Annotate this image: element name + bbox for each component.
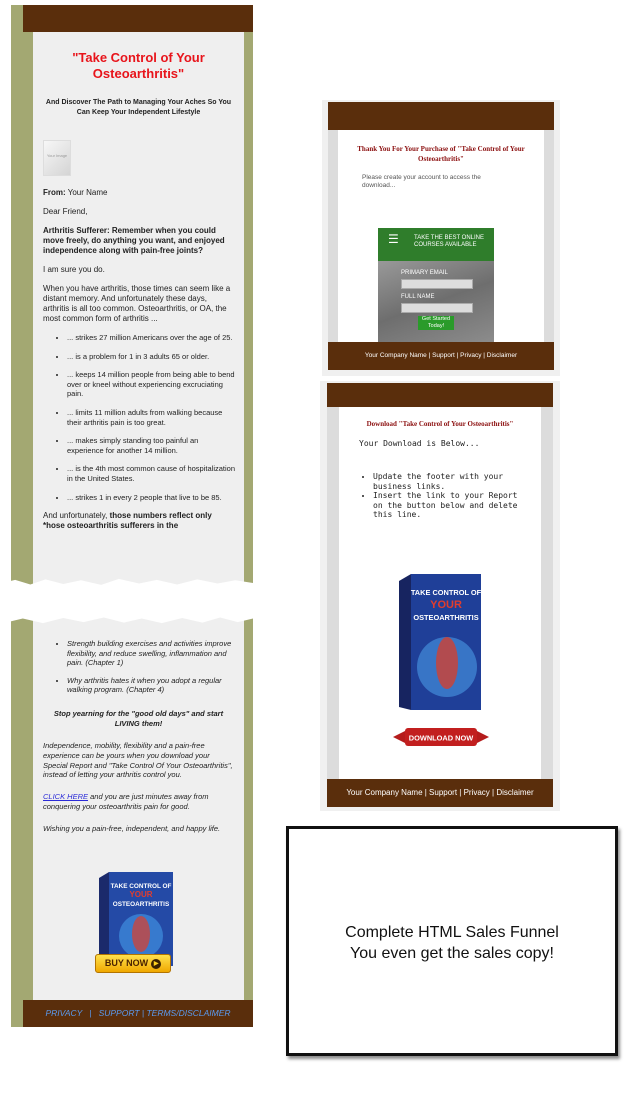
get-started-button[interactable]: Get Started Today! xyxy=(418,316,454,330)
sales-lower-section xyxy=(33,630,244,834)
course-banner-text: TAKE THE BEST ONLINE COURSES AVAILABLE xyxy=(414,235,485,248)
download-now-label: DOWNLOAD NOW xyxy=(408,733,474,743)
list-item: • ... limits 11 million adults from walking because their arthritis pain is too great. xyxy=(67,408,236,427)
play-arrow-icon: ▶ xyxy=(151,959,161,969)
list-item: • Strength building exercises and activities improve flexibility, and reduce swelling, inflammation and pain. (Chapter 1) xyxy=(67,639,236,668)
list-item: • ... makes simply standing too painful an experience for another 14 million. xyxy=(67,436,236,455)
list-item: • Update the footer with your business links. xyxy=(373,472,529,491)
footer-terms-link[interactable]: TERMS/DISCLAIMER xyxy=(146,1008,231,1018)
promo-line2: You even get the sales copy! xyxy=(350,945,554,962)
promo-box xyxy=(286,826,618,1056)
footer-separator: | xyxy=(141,1008,145,1018)
sales-page-preview xyxy=(11,5,253,1027)
footer-support-link[interactable]: SUPPORT xyxy=(98,1008,140,1018)
promo-line1: Complete HTML Sales Funnel xyxy=(345,924,559,941)
list-item: • Why arthritis hates it when you adopt a regular walking program. (Chapter 4) xyxy=(67,676,236,695)
sure-text: I am sure you do. xyxy=(43,265,105,274)
list-item: • ... is a problem for 1 in 3 adults 65 or older. xyxy=(67,352,236,362)
unfortunately-bold: those numbers reflect only *hose osteoarthritis sufferers in the xyxy=(43,511,212,531)
sales-subtitle: And Discover The Path to Managing Your Aches So You Can Keep Your Independent Lifestyle xyxy=(45,99,232,116)
buy-now-button[interactable] xyxy=(95,954,171,973)
click-here-text xyxy=(43,792,234,812)
name-label: FULL NAME xyxy=(401,294,435,300)
sales-title: "Take Control of Your Osteoarthritis" xyxy=(72,50,205,81)
footer-privacy-link[interactable]: PRIVACY xyxy=(45,1008,83,1018)
download-now-button[interactable] xyxy=(391,722,491,752)
chapter-list xyxy=(33,639,244,695)
download-heading: Download "Take Control of Your Osteoarthritis" xyxy=(366,420,514,428)
stop-yearning-text: Stop yearning for the "good old days" and start LIVING them! xyxy=(53,708,224,728)
ebook-cover-image xyxy=(397,571,483,713)
thanks-heading: Thank You For Your Purchase of "Take Control of Your Osteoarthritis" xyxy=(357,145,525,163)
sales-footer xyxy=(23,1000,253,1027)
sales-content xyxy=(33,32,244,1000)
book-title-line1: TAKE CONTROL OF xyxy=(410,588,482,597)
book-title-line3: OSTEOARTHRITIS xyxy=(112,901,170,908)
from-name: Your Name xyxy=(67,188,108,197)
book-title-line1: TAKE CONTROL OF xyxy=(110,883,172,890)
open-book-icon: ☰ xyxy=(388,232,399,246)
greeting: Dear Friend, xyxy=(43,207,88,216)
independence-text: Independence, mobility, flexibility and a pain-free experience can be yours when you download your Special Report and "Take Control Of Your Osteoarthritis", instead of letting your arthritis control you. xyxy=(43,740,233,780)
thanks-footer: Your Company Name | Support | Privacy | Disclaimer xyxy=(328,342,554,370)
buy-now-label: BUY NOW xyxy=(104,958,149,968)
download-content xyxy=(339,407,541,781)
click-here-rest: and you are just minutes away from conquering your osteoarthritis pain for good. xyxy=(43,792,209,811)
image-placeholder: Your Image xyxy=(43,140,71,176)
from-line xyxy=(43,188,234,198)
thanks-header-bar xyxy=(328,102,554,130)
torn-edge-divider xyxy=(0,578,253,624)
signup-form xyxy=(378,228,494,344)
name-field[interactable] xyxy=(401,303,473,313)
wishing-text: Wishing you a pain-free, independent, and happy life. xyxy=(43,823,221,833)
sales-header-bar xyxy=(23,5,253,32)
email-label: PRIMARY EMAIL xyxy=(401,270,448,276)
thanks-instruction: Please create your account to access the download... xyxy=(362,174,481,189)
book-title-line3: OSTEOARTHRITIS xyxy=(413,613,479,622)
stats-list xyxy=(33,333,244,502)
book-title-line2: YOUR xyxy=(430,599,462,611)
list-item: • ... keeps 14 million people from being able to bend over or kneel without experiencing excruciating pain. xyxy=(67,370,236,399)
list-item: • ... strikes 27 million Americans over the age of 25. xyxy=(67,333,236,343)
download-below-text: Your Download is Below... xyxy=(359,439,480,448)
download-instructions-list xyxy=(339,472,541,520)
click-here-link[interactable]: CLICK HERE xyxy=(43,792,89,802)
book-title-line2: YOUR xyxy=(129,890,153,899)
course-banner xyxy=(378,228,494,261)
from-label: From: xyxy=(43,188,66,197)
download-footer: Your Company Name | Support | Privacy | Disclaimer xyxy=(327,779,553,807)
email-field[interactable] xyxy=(401,279,473,289)
intro-text: When you have arthritis, those times can seem like a distant memory. And unfortunately these days, arthritis is all too common. Osteoarthritis, or OA, the most common form of arthritis ... xyxy=(43,284,231,323)
headline: Arthritis Sufferer: Remember when you could move freely, do anything you want, and enjoyed independence along with pain-free joints? xyxy=(43,226,225,255)
thank-you-page-preview xyxy=(322,100,560,376)
list-item: • ... is the 4th most common cause of hospitalization in the United States. xyxy=(67,464,236,483)
download-page-preview xyxy=(320,381,560,811)
thanks-content xyxy=(338,130,544,342)
list-item: • Insert the link to your Report on the button below and delete this line. xyxy=(373,491,529,520)
unfortunately-plain: And unfortunately, xyxy=(43,511,108,521)
promo-text xyxy=(289,922,615,964)
list-item: • ... strikes 1 in every 2 people that live to be 85. xyxy=(67,493,236,503)
unfortunately-text xyxy=(43,511,234,531)
footer-separator: | xyxy=(89,1008,92,1018)
download-header-bar xyxy=(327,383,553,407)
